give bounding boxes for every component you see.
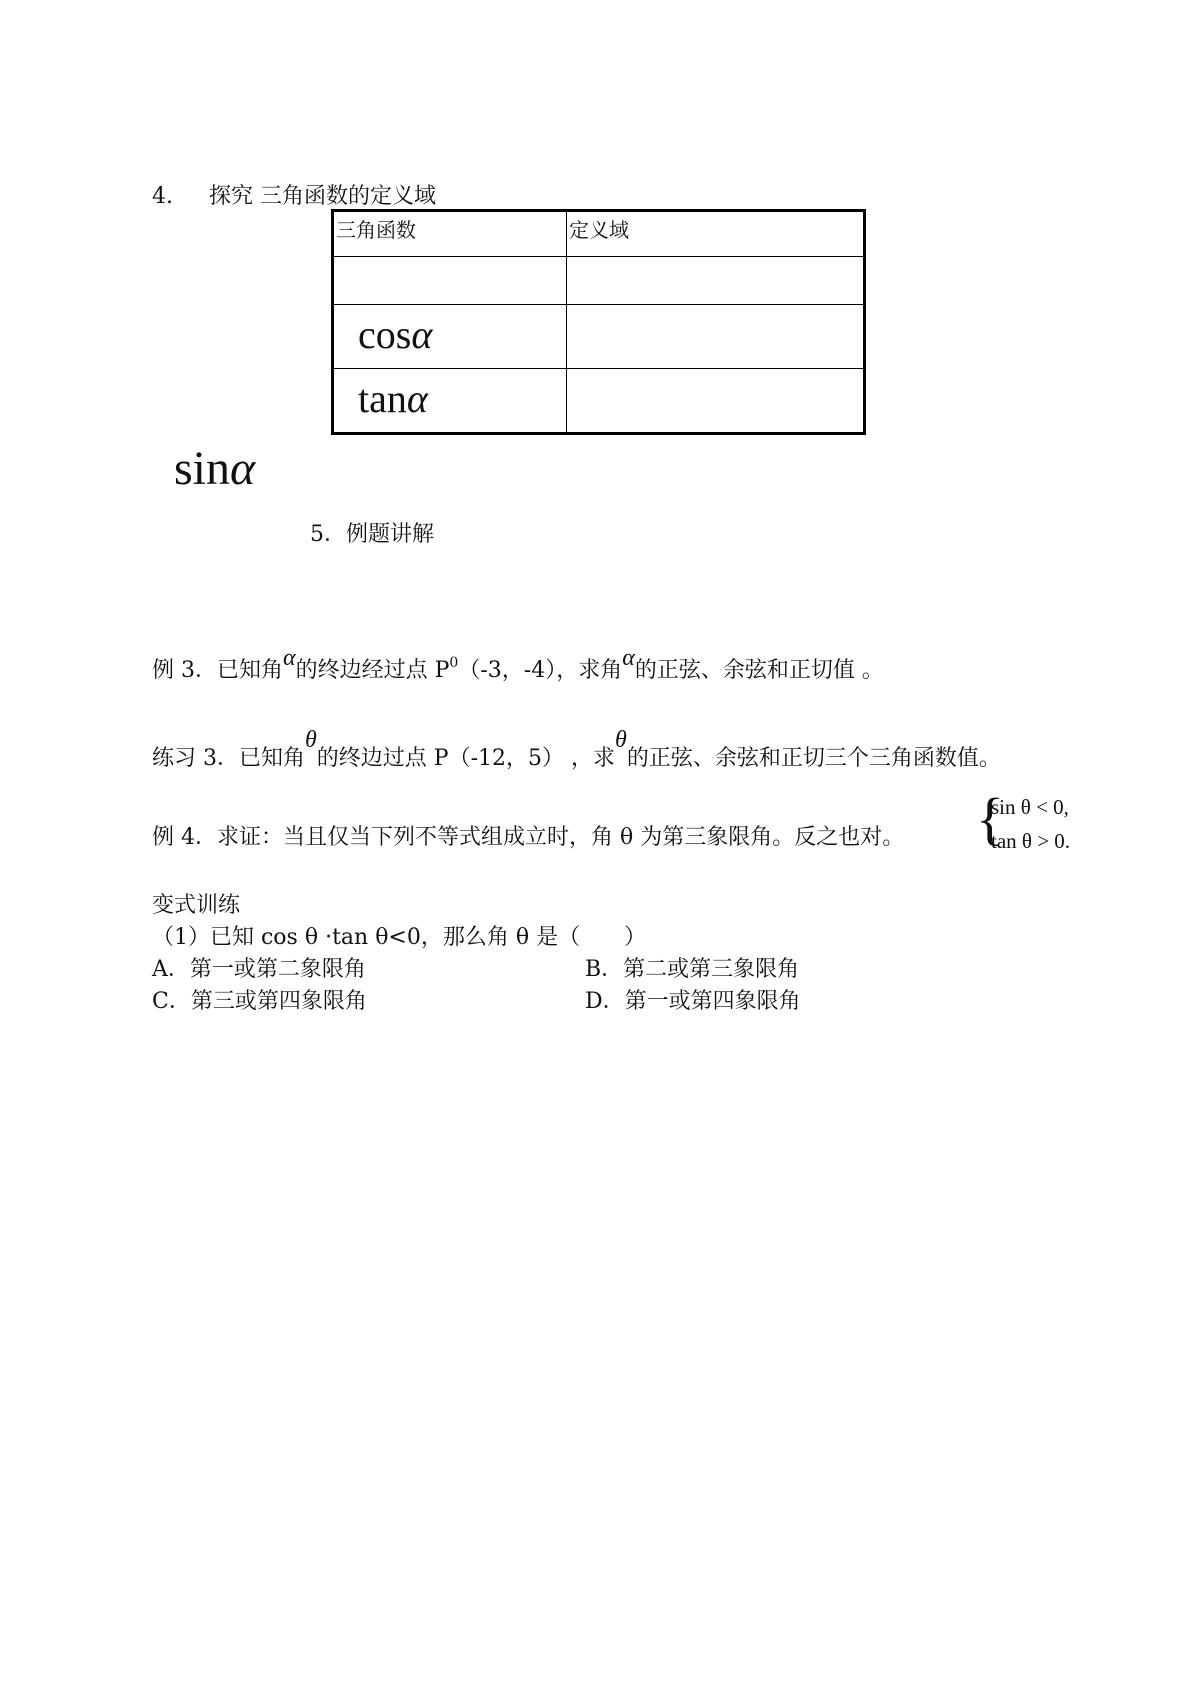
function-cell: [333, 369, 567, 434]
example-3: 例 3．已知角α的终边经过点 $P^0(-3$，-4），求角α的正弦、余弦和正切值 。: [152, 645, 884, 683]
inequality-line-2: tan θ > 0.: [991, 829, 1071, 853]
section-4-heading: [152, 184, 436, 210]
domain-cell: [567, 369, 865, 434]
alpha-symbol: α: [283, 645, 296, 671]
option-c: C．第三或第四象限角: [152, 989, 367, 1014]
left-brace: {: [976, 786, 1004, 851]
section-4-title: 探究 三角函数的定义域: [209, 184, 436, 209]
sin-alpha-expression: [174, 440, 255, 497]
theta-symbol: θ: [305, 727, 317, 753]
table-row: [333, 305, 865, 369]
function-variable: α: [406, 376, 428, 421]
function-variable: α: [411, 312, 433, 357]
section-5-heading: 5．例题讲解: [310, 522, 434, 547]
table-header-row: [333, 211, 865, 257]
option-b: B．第二或第三象限角: [585, 957, 800, 982]
alpha-symbol: α: [622, 645, 635, 671]
theta-symbol: θ: [615, 727, 627, 753]
section-4-number: 4.: [152, 184, 173, 209]
domain-cell: [567, 257, 865, 305]
variant-question-1: （1）已知 cos θ ·tan θ<0，那么角 θ 是（ ）: [152, 925, 647, 950]
header-cell-domain: 定义域: [567, 211, 865, 257]
option-a: A．第一或第二象限角: [152, 957, 366, 982]
variant-title: 变式训练: [152, 893, 241, 918]
table-row: [333, 257, 865, 305]
function-cell: [333, 257, 567, 305]
table-row: [333, 369, 865, 434]
domain-cell: [567, 305, 865, 369]
option-d: D．第一或第四象限角: [585, 989, 801, 1014]
practice-3: 练习 3．已知角θ的终边过点 P（-12，5） ，求θ的正弦、余弦和正切三个三角函数值。: [152, 727, 1001, 771]
function-name: cos: [358, 312, 412, 357]
trig-domain-table: [331, 209, 866, 435]
sin-variable: α: [230, 442, 256, 495]
function-cell: [333, 305, 567, 369]
superscript: 0: [449, 655, 459, 671]
sin-name: sin: [174, 442, 231, 495]
inequality-line-1: sin θ < 0,: [991, 795, 1069, 819]
header-cell-function: 三角函数: [333, 211, 567, 257]
example-4: 例 4．求证：当且仅当下列不等式组成立时，角 θ 为第三象限角。反之也对。: [152, 825, 905, 850]
function-name: tan: [358, 376, 407, 421]
